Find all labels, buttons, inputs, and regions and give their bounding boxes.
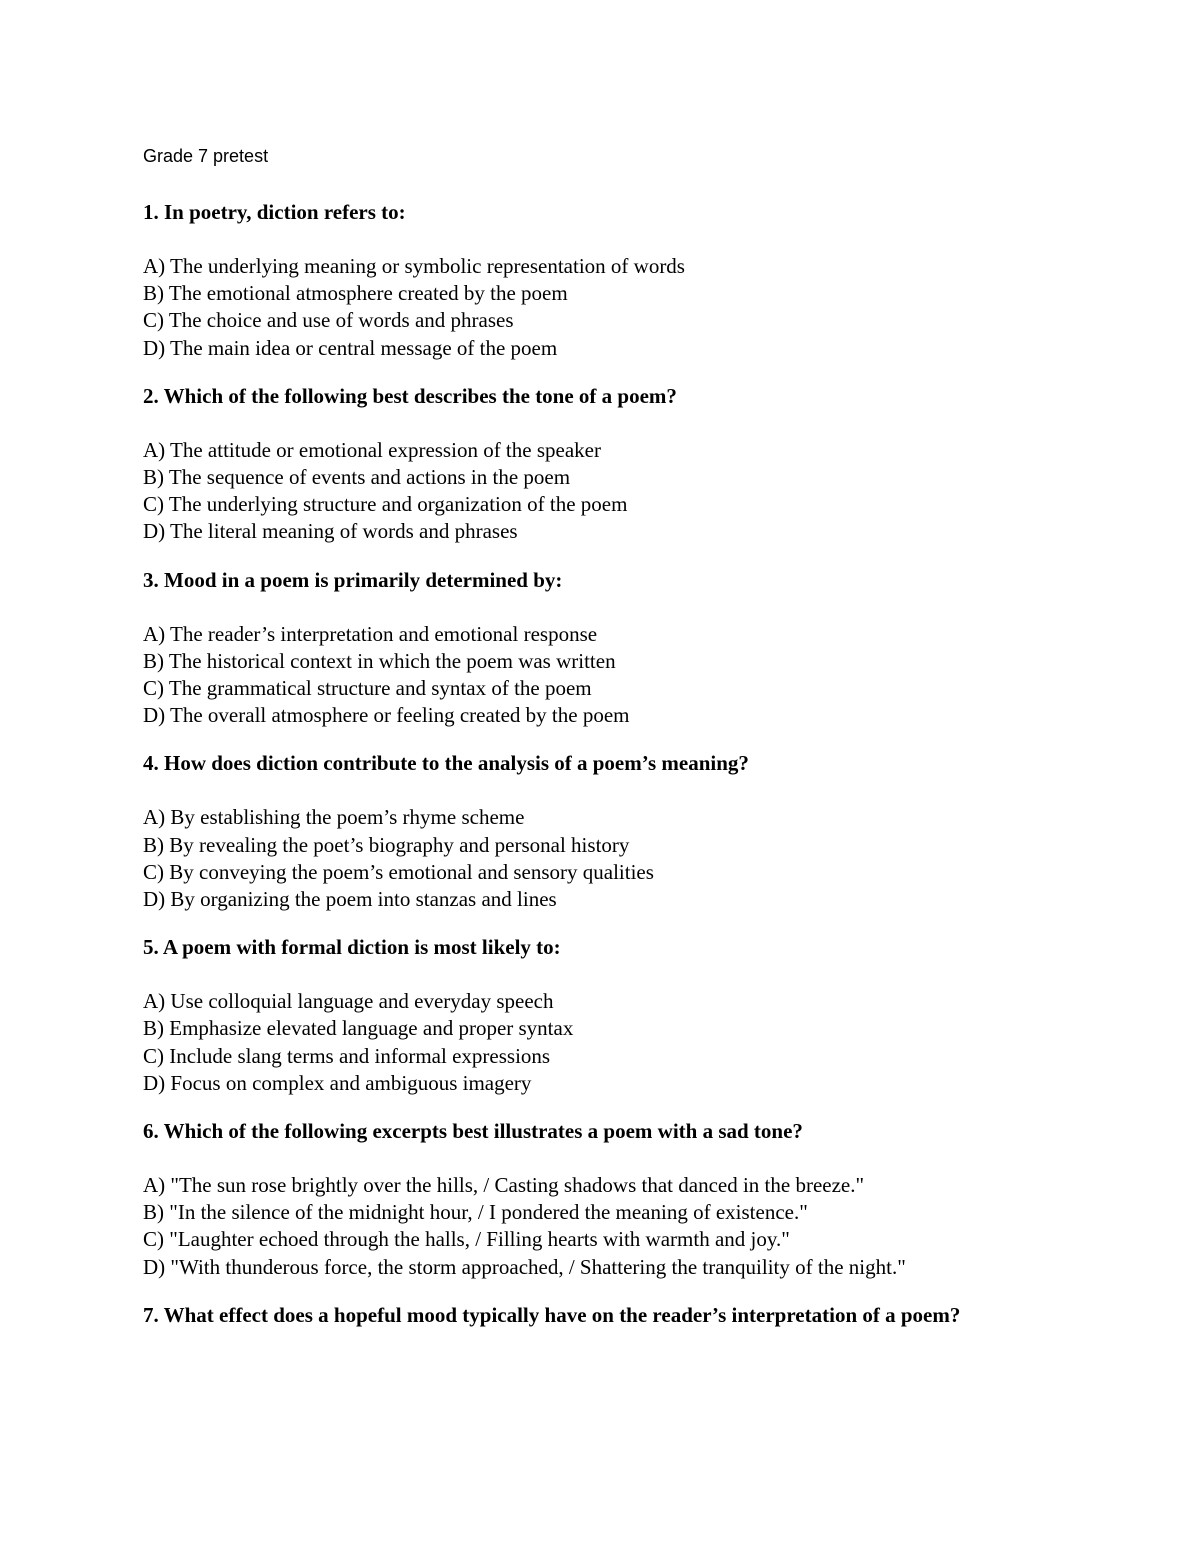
question-1-option-b: B) The emotional atmosphere created by the poem [143,281,568,306]
question-2-option-d: D) The literal meaning of words and phrases [143,519,518,544]
question-6-option-b: B) "In the silence of the midnight hour, / I pondered the meaning of existence." [143,1200,808,1225]
question-3-options [143,621,1143,730]
question-5-option-a: A) Use colloquial language and everyday speech [143,989,554,1014]
question-3 [143,567,1143,730]
question-1 [143,199,1143,362]
question-4-option-c: C) By conveying the poem’s emotional and sensory qualities [143,859,654,884]
question-4-options [143,804,1143,913]
question-3-option-b: B) The historical context in which the poem was written [143,648,616,673]
question-list [143,199,1143,1356]
question-2-option-b: B) The sequence of events and actions in the poem [143,465,571,490]
question-3-option-c: C) The grammatical structure and syntax of the poem [143,676,592,701]
question-1-option-c: C) The choice and use of words and phrases [143,308,514,333]
question-4-text: 4. How does diction contribute to the analysis of a poem’s meaning? [143,751,749,776]
question-2-text: 2. Which of the following best describes the tone of a poem? [143,383,677,408]
question-6-option-a: A) "The sun rose brightly over the hills, / Casting shadows that danced in the breeze." [143,1173,865,1198]
question-3-text: 3. Mood in a poem is primarily determined by: [143,567,563,592]
question-6-text: 6. Which of the following excerpts best illustrates a poem with a sad tone? [143,1119,803,1144]
question-2-option-c: C) The underlying structure and organization of the poem [143,492,628,517]
question-5-option-d: D) Focus on complex and ambiguous imagery [143,1070,532,1095]
question-4 [143,750,1143,913]
question-3-option-a: A) The reader’s interpretation and emotional response [143,621,598,646]
question-5-option-c: C) Include slang terms and informal expressions [143,1043,551,1068]
question-6-option-c: C) "Laughter echoed through the halls, / Filling hearts with warmth and joy." [143,1227,790,1252]
question-2-option-a: A) The attitude or emotional expression of the speaker [143,437,601,462]
question-7 [143,1302,1143,1329]
question-5-options [143,988,1143,1097]
question-4-option-a: A) By establishing the poem’s rhyme scheme [143,805,525,830]
page-title: Grade 7 pretest [143,146,269,166]
question-5-text: 5. A poem with formal diction is most likely to: [143,935,561,960]
question-4-option-d: D) By organizing the poem into stanzas and lines [143,887,557,912]
question-1-option-d: D) The main idea or central message of the poem [143,335,558,360]
question-3-option-d: D) The overall atmosphere or feeling created by the poem [143,703,630,728]
question-6-options [143,1172,1143,1281]
question-1-option-a: A) The underlying meaning or symbolic representation of words [143,254,685,278]
question-6-option-d: D) "With thunderous force, the storm approached, / Shattering the tranquility of the night." [143,1254,906,1279]
question-7-text: 7. What effect does a hopeful mood typically have on the reader’s interpretation of a poem? [143,1302,961,1327]
question-2-options [143,437,1143,546]
question-1-options [143,253,1143,362]
question-6 [143,1118,1143,1281]
question-5 [143,934,1143,1097]
question-4-option-b: B) By revealing the poet’s biography and personal history [143,832,630,857]
question-5-option-b: B) Emphasize elevated language and proper syntax [143,1016,574,1041]
question-2 [143,383,1143,546]
question-1-text: 1. In poetry, diction refers to: [143,200,406,224]
